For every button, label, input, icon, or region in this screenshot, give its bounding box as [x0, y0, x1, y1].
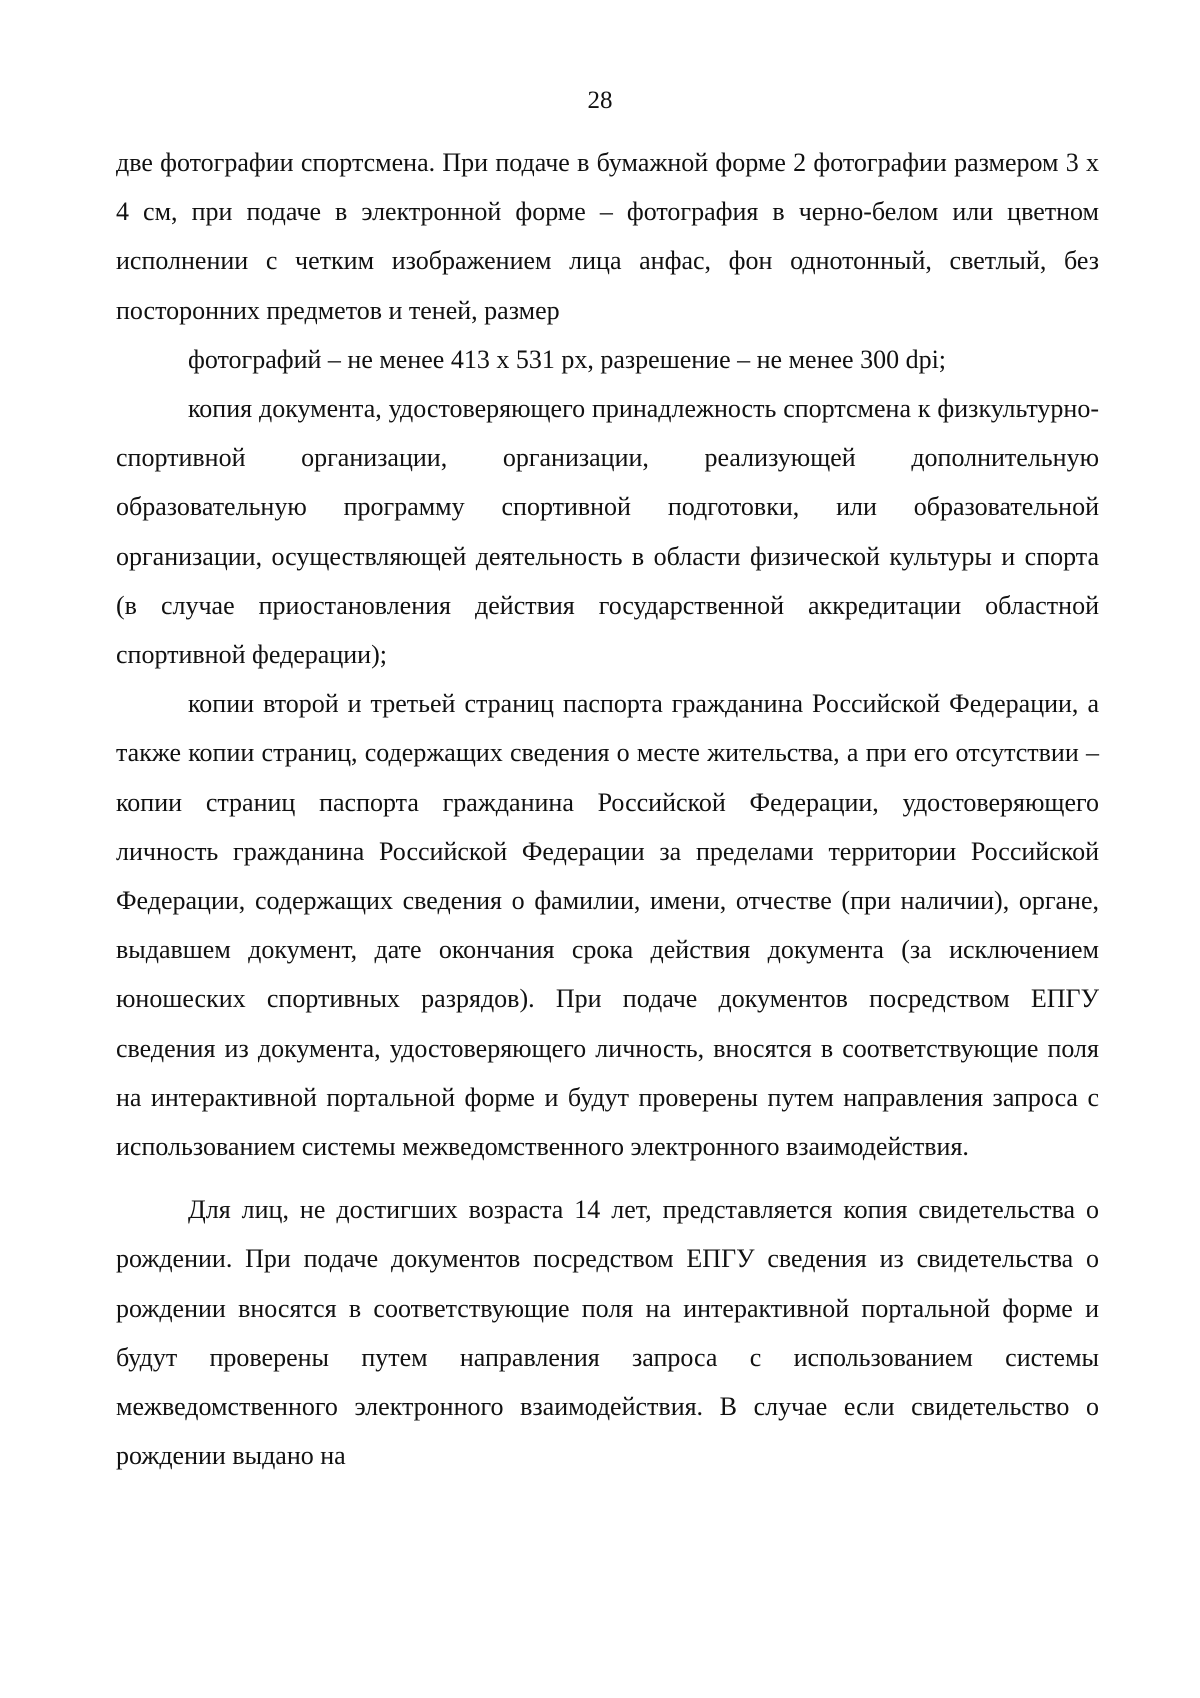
paragraph-birth-certificate: Для лиц, не достигших возраста 14 лет, представляется копия свидетельства о рождении. При подаче документов посредством ЕПГУ сведения из свидетельства о рождении вносятся в соответствующие поля на интерактивной портальной форме и будут проверены путем направления запроса с использованием системы межведомственного электронного взаимодействия. В случае если свидетельство о рождении выдано на — [116, 1195, 1099, 1471]
paragraph-organization-document: копия документа, удостоверяющего принадлежность спортсмена к физкультурно-спортивной организации, организации, реализующей дополнительную образовательную программу спортивной подготовки, или образовательной организации, осуществляющей деятельность в области физической культуры и спорта (в случае приостановления действия государственной аккредитации областной спортивной федерации); — [116, 394, 1099, 670]
paragraph-photo-requirements: две фотографии спортсмена. При подаче в бумажной форме 2 фотографии размером 3 х 4 см, при подаче в электронной форме – фотография в черно-белом или цветном исполнении с четким изображением лица анфас, фон однотонный, светлый, без посторонних предметов и теней, размер — [116, 148, 1099, 325]
paragraph-passport-copies: копии второй и третьей страниц паспорта гражданина Российской Федерации, а также копии страниц, содержащих сведения о месте жительства, а при его отсутствии – копии страниц паспорта гражданина Российской Федерации, удостоверяющего личность гражданина Российской Федерации за пределами территории Российской Федерации, содержащих сведения о фамилии, имени, отчестве (при наличии), органе, выдавшем документ, дате окончания срока действия документа (за исключением юношеских спортивных разрядов). При подаче документов посредством ЕПГУ сведения из документа, удостоверяющего личность, вносятся в соответствующие поля на интерактивной портальной форме и будут проверены путем направления запроса с использованием системы межведомственного электронного взаимодействия. — [116, 689, 1099, 1162]
document-body — [116, 138, 1099, 1480]
paragraph-photo-size: фотографий – не менее 413 х 531 px, разрешение – не менее 300 dpi; — [188, 344, 947, 374]
page-number: 28 — [587, 87, 613, 114]
